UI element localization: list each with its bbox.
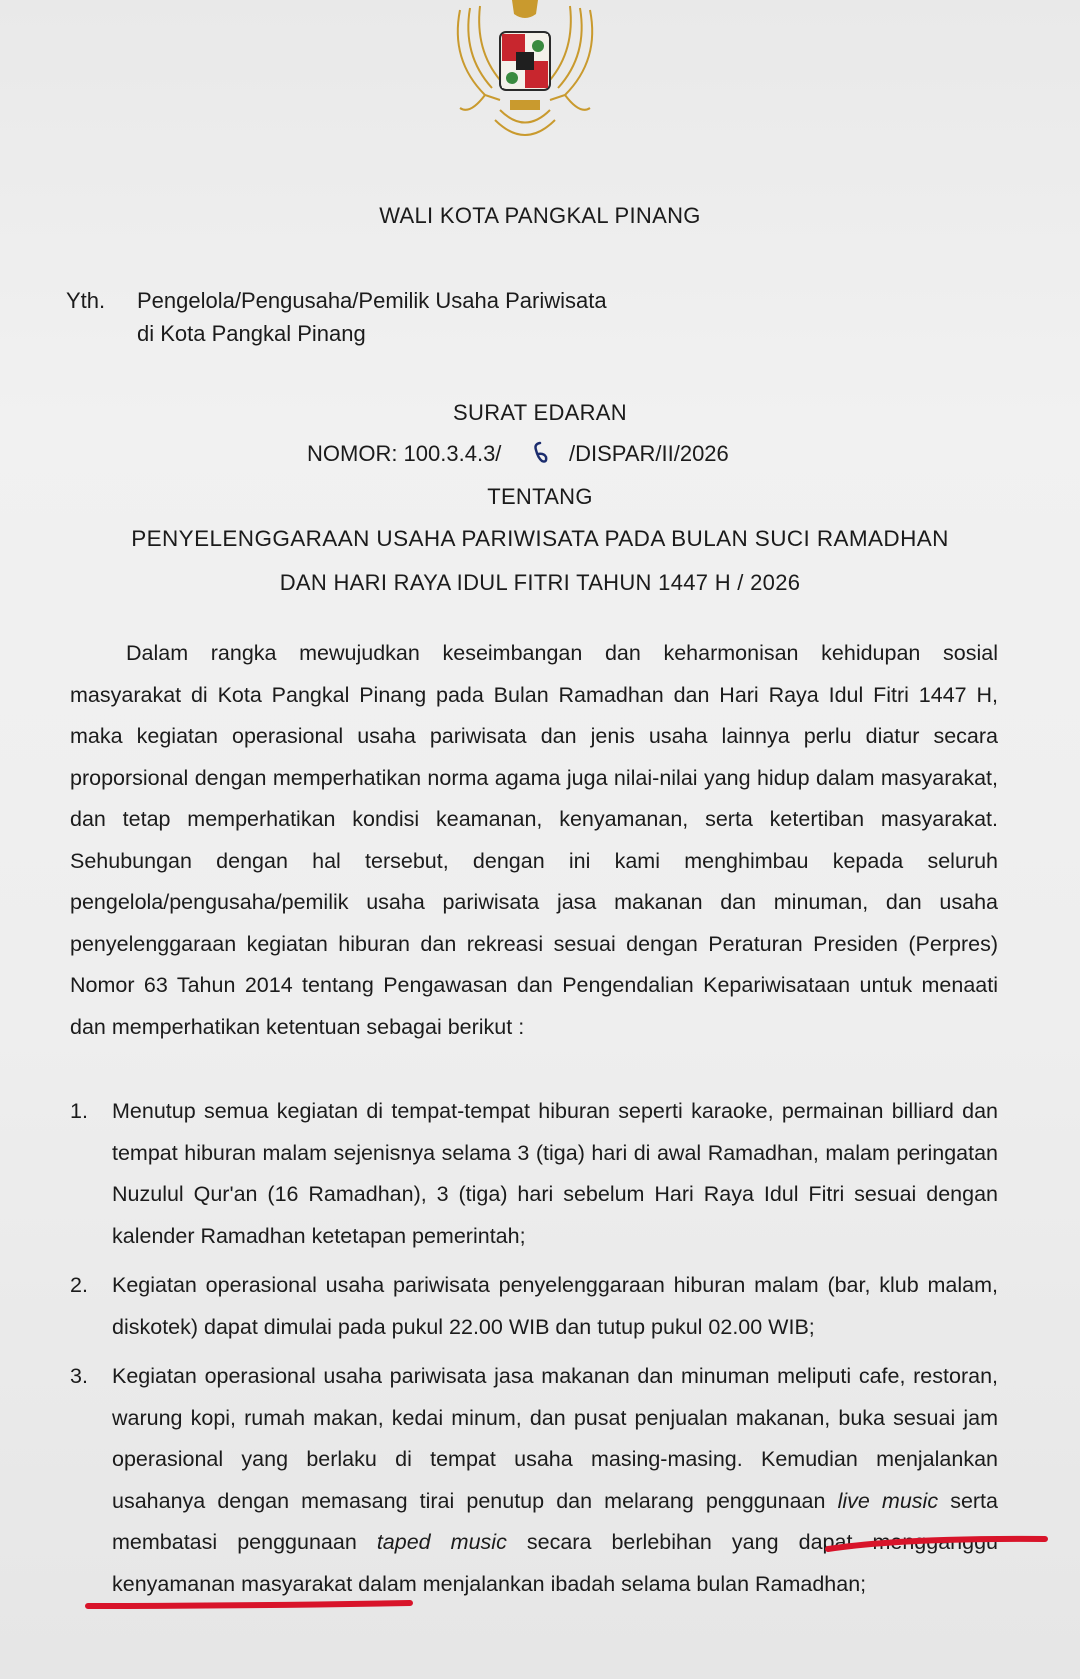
taped-music-term: taped music <box>376 1530 507 1554</box>
live-music-term: live music <box>837 1488 939 1513</box>
subject-line1: PENYELENGGARAAN USAHA PARIWISATA PADA BULAN SUCI RAMADHAN <box>131 526 949 551</box>
list-item <box>70 1091 998 1257</box>
list-item-text: serta membatasi penggunaan <box>112 1488 998 1554</box>
number-prefix: NOMOR: 100.3.4.3/ <box>307 441 502 466</box>
list-item-text: Kegiatan operasional usaha pariwisata penyelenggaraan hiburan malam (bar, klub malam, diskotek) dapat dimulai pada pukul 22.00 WIB dan tutup pukul 02.00 WIB; <box>112 1273 998 1339</box>
handwritten-number-mark <box>526 440 554 466</box>
list-item <box>70 1265 998 1348</box>
list-item <box>70 1356 998 1605</box>
list-item-text: Menutup semua kegiatan di tempat-tempat hiburan seperti karaoke, permainan billiard dan tempat hiburan malam sejenisnya selama 3 (tiga) hari di awal Ramadhan, malam peringatan Nuzulul Qur'an (16 Ramadhan), 3 (tiga) hari sebelum Hari Raya Idul Fitri sesuai dengan kalender Ramadhan ketetapan pemerintah; <box>112 1099 998 1248</box>
list-item-text: secara berlebihan yang dapat mengganggu kenyamanan masyarakat dalam menjalankan ibadah selama bulan Ramadhan; <box>112 1530 998 1596</box>
intro-paragraph: Dalam rangka mewujudkan keseimbangan dan keharmonisan kehidupan sosial masyarakat di Kota Pangkal Pinang pada Bulan Ramadhan dan Hari Raya Idul Fitri 1447 H, maka kegiatan operasional usaha pariwisata dan jenis usaha lainnya perlu diatur secara proporsional dengan memperhatikan norma agama juga nilai-nilai yang hidup dalam masyarakat, dan tetap memperhatikan kondisi keamanan, kenyamanan, serta ketertiban masyarakat. Sehubungan dengan hal tersebut, dengan ini kami menghimbau kepada seluruh pengelola/pengusaha/pemilik usaha pariwisata jasa makanan dan minuman, dan usaha penyelenggaraan kegiatan hiburan dan rekreasi sesuai dengan Peraturan Presiden (Perpres) Nomor 63 Tahun 2014 tentang Pengawasan dan Pengendalian Kepariwisataan untuk menaati dan memperhatikan ketentuan sebagai berikut : <box>70 641 998 1039</box>
document-type: SURAT EDARAN <box>453 400 627 425</box>
addressee-line2: di Kota Pangkal Pinang <box>137 321 366 346</box>
list-item-number: 2. <box>70 1273 88 1297</box>
number-suffix: /DISPAR/II/2026 <box>569 441 729 466</box>
salutation: Yth. <box>66 288 106 313</box>
provision-list <box>70 1091 998 1605</box>
garuda-emblem-icon <box>440 0 610 148</box>
addressee-line1: Pengelola/Pengusaha/Pemilik Usaha Pariwisata <box>137 288 607 313</box>
list-item-text: Kegiatan operasional usaha pariwisata jasa makanan dan minuman meliputi cafe, restoran, warung kopi, rumah makan, kedai minum, dan pusat penjualan makanan, buka sesuai jam operasional yang berlaku di tempat usaha masing-masing. Kemudian menjalankan usahanya dengan memasang tirai penutup dan melarang penggunaan <box>112 1364 998 1513</box>
list-item-number: 3. <box>70 1364 88 1388</box>
subject-line2: DAN HARI RAYA IDUL FITRI TAHUN 1447 H / 2026 <box>279 570 801 595</box>
list-item-number: 1. <box>70 1099 88 1123</box>
issuer-heading: WALI KOTA PANGKAL PINANG <box>379 203 701 228</box>
about-label: TENTANG <box>487 484 593 509</box>
